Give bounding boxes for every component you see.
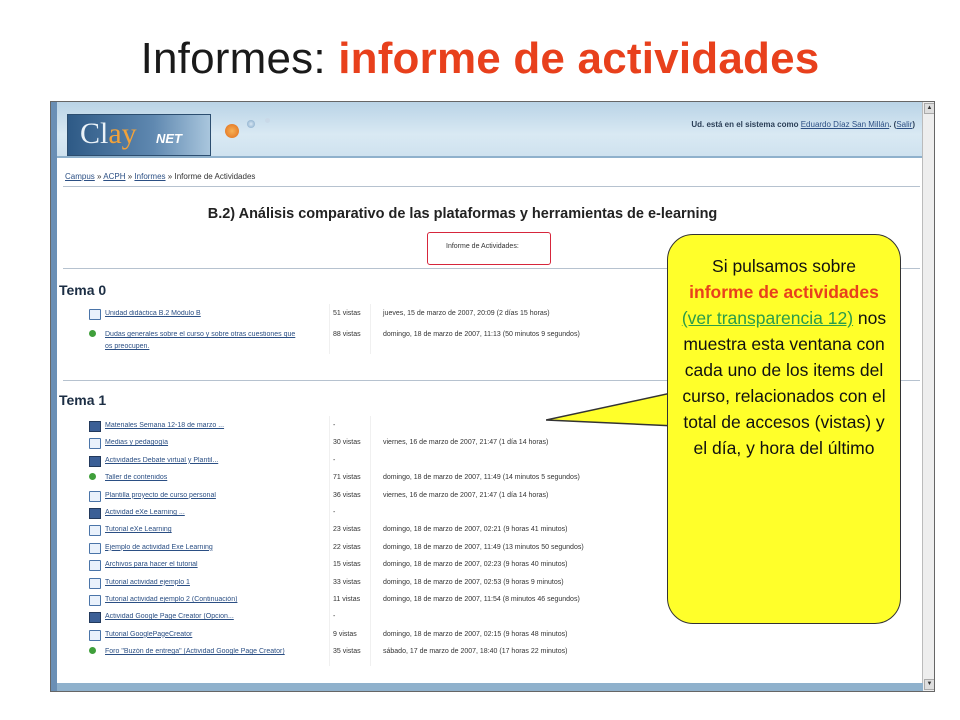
last-access-date: domingo, 18 de marzo de 2007, 02:53 (9 horas 9 minutos) <box>383 578 564 586</box>
activity-link[interactable]: os preocupen. <box>105 343 150 350</box>
clay-net-logo[interactable] <box>67 114 211 156</box>
activity-link[interactable]: Actividades Debate virtual y Plantil... <box>105 456 219 464</box>
forum-icon <box>89 473 96 480</box>
logo-suffix: NET <box>156 131 182 146</box>
page-icon <box>89 543 101 554</box>
activity-link[interactable]: Dudas generales sobre el curso y sobre otras cuestiones que <box>105 331 296 338</box>
course-title: B.2) Análisis comparativo de las plataformas y herramientas de e-learning <box>207 206 718 222</box>
last-access-date: viernes, 16 de marzo de 2007, 21:47 (1 día 14 horas) <box>383 439 549 447</box>
slide-title-highlight: informe de actividades <box>338 34 820 83</box>
callout-pointer <box>546 390 676 430</box>
activity-link[interactable]: Tutorial GooglePageCreator <box>105 630 193 638</box>
last-access-date: domingo, 18 de marzo de 2007, 02:21 (9 horas 41 minutos) <box>383 526 568 534</box>
video-icon <box>89 456 101 467</box>
last-access-date: domingo, 18 de marzo de 2007, 11:13 (50 minutos 9 segundos) <box>383 331 580 338</box>
page-icon <box>89 438 101 449</box>
activity-link[interactable]: Taller de contenidos <box>105 474 168 482</box>
vertical-scrollbar[interactable] <box>922 102 934 691</box>
activity-link[interactable]: Actividad Google Page Creator (Opcion... <box>105 613 234 621</box>
activity-link[interactable]: Tutorial eXe Learning <box>105 526 172 534</box>
views-column <box>329 416 371 666</box>
logo-text: Clay <box>80 117 137 150</box>
page-icon <box>89 560 101 571</box>
views-count: 30 vistas <box>333 439 361 447</box>
page-icon <box>89 630 101 641</box>
activity-link[interactable]: Materiales Semana 12-18 de marzo ... <box>105 422 225 429</box>
video-icon <box>89 612 101 623</box>
views-count: 33 vistas <box>333 578 361 586</box>
site-header <box>57 102 923 158</box>
activity-link[interactable]: Tutorial actividad ejemplo 1 <box>105 578 190 586</box>
views-count: 23 vistas <box>333 526 361 534</box>
views-count: - <box>333 456 336 464</box>
activity-link[interactable]: Foro "Buzón de entrega" (Actividad Google Page Creator) <box>105 648 285 656</box>
last-access-date: domingo, 18 de marzo de 2007, 02:15 (9 horas 48 minutos) <box>383 630 568 638</box>
views-count: - <box>333 613 336 621</box>
views-count: 22 vistas <box>333 543 361 551</box>
breadcrumb-campus[interactable]: Campus <box>65 172 95 181</box>
video-icon <box>89 508 101 519</box>
report-label: Informe de Actividades: <box>446 243 519 250</box>
breadcrumb-acph[interactable]: ACPH <box>103 172 126 181</box>
divider <box>63 186 920 187</box>
views-count: 36 vistas <box>333 491 361 499</box>
activity-link[interactable]: Unidad didáctica B.2 Módulo B <box>105 310 201 317</box>
forum-icon <box>89 330 96 337</box>
breadcrumb: Campus » ACPH » Informes » Informe de Actividades <box>65 172 256 181</box>
user-name-link[interactable]: Eduardo Díaz San Millán <box>800 120 890 129</box>
activity-link[interactable]: Ejemplo de actividad Exe Learning <box>105 543 213 551</box>
last-access-date: domingo, 18 de marzo de 2007, 11:49 (13 minutos 50 segundos) <box>383 543 584 551</box>
views-count: 51 vistas <box>333 310 361 317</box>
slide-title <box>0 34 960 84</box>
activity-link[interactable]: Actividad eXe Learning ... <box>105 509 185 516</box>
scroll-up-arrow-icon[interactable]: ▲ <box>924 103 935 114</box>
decorative-dots <box>217 114 287 148</box>
last-access-date: sábado, 17 de marzo de 2007, 18:40 (17 horas 22 minutos) <box>383 648 568 656</box>
views-count: 15 vistas <box>333 561 361 569</box>
last-access-date: domingo, 18 de marzo de 2007, 02:23 (9 horas 40 minutos) <box>383 561 568 569</box>
views-count: 71 vistas <box>333 474 361 482</box>
activity-link[interactable]: Plantilla proyecto de curso personal <box>105 491 216 499</box>
callout-link[interactable]: (ver transparencia 12) <box>681 308 854 328</box>
section-title-tema-0: Tema 0 <box>59 282 107 298</box>
breadcrumb-informes[interactable]: Informes <box>134 172 166 181</box>
page-icon <box>89 578 101 589</box>
page-icon <box>89 595 101 606</box>
section-title-tema-1: Tema 1 <box>59 392 107 408</box>
activity-link[interactable]: Tutorial actividad ejemplo 2 (Continuación) <box>105 596 238 603</box>
views-count: - <box>333 422 336 429</box>
activity-link[interactable]: Archivos para hacer el tutorial <box>105 561 198 569</box>
slide-title-plain: Informes: <box>140 34 339 83</box>
footer-bar <box>57 683 923 691</box>
scroll-down-arrow-icon[interactable]: ▼ <box>924 679 935 690</box>
views-count: - <box>333 509 336 516</box>
page-icon <box>89 491 101 502</box>
window-left-edge <box>51 102 57 691</box>
last-access-date: domingo, 18 de marzo de 2007, 11:54 (8 minutos 46 segundos) <box>383 596 580 603</box>
activity-link[interactable]: Medias y pedagogía <box>105 439 169 447</box>
last-access-date: viernes, 16 de marzo de 2007, 21:47 (1 día 14 horas) <box>383 491 549 499</box>
forum-icon <box>89 647 96 654</box>
callout-highlight: informe de actividades <box>689 282 879 302</box>
user-info: Ud. está en el sistema como Eduardo Díaz San Millán. (Salir) <box>691 120 915 129</box>
views-count: 9 vistas <box>333 630 357 638</box>
video-icon <box>89 421 101 432</box>
page-icon <box>89 525 101 536</box>
callout-bubble: Si pulsamos sobre informe de actividades (ver transparencia 12) nos muestra esta ventana con cada uno de los items del curso, relacionados con el total de accesos (vistas) y el día, y hora del último <box>667 234 901 624</box>
last-access-date: jueves, 15 de marzo de 2007, 20:09 (2 días 15 horas) <box>383 310 550 317</box>
page-icon <box>89 309 101 320</box>
logout-link[interactable]: Salir <box>896 120 913 129</box>
breadcrumb-current: Informe de Actividades <box>174 172 256 181</box>
views-count: 35 vistas <box>333 648 361 656</box>
views-count: 88 vistas <box>333 331 361 338</box>
report-selector[interactable] <box>427 232 551 265</box>
views-count: 11 vistas <box>333 596 361 603</box>
last-access-date: domingo, 18 de marzo de 2007, 11:49 (14 minutos 5 segundos) <box>383 474 580 482</box>
